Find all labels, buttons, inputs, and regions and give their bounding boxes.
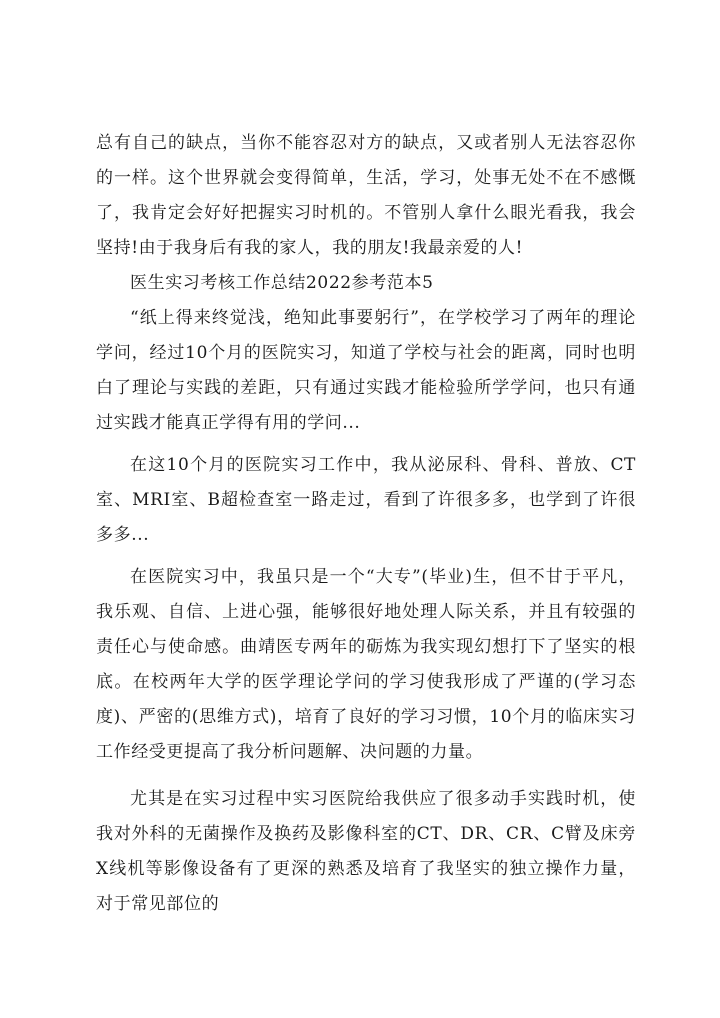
paragraph-practice: 尤其是在实习过程中实习医院给我供应了很多动手实践时机，使我对外科的无菌操作及换药及影像科室的CT、DR、CR、C臂及床旁X线机等影像设备有了更深的熟悉及培育了我坚实的独立操作力量，对于常见部位的 <box>96 789 636 914</box>
paragraph-continuation: 总有自己的缺点，当你不能容忍对方的缺点，又或者别人无法容忍你的一样。这个世界就会变得简单，生活，学习，处事无处不在不感慨了，我肯定会好好把握实习时机的。不管别人拿什么眼光看我，我会坚持!由于我身后有我的家人，我的朋友!我最亲爱的人! <box>96 133 636 258</box>
paragraph-departments: 在这10个月的医院实习工作中，我从泌尿科、骨科、普放、CT室、MRI室、B超检查室一路走过，看到了许很多多，也学到了许很多多... <box>96 455 636 545</box>
document-body <box>96 126 636 922</box>
paragraph-self-assessment: 在医院实习中，我虽只是一个“大专”(毕业)生，但不甘于平凡，我乐观、自信、上进心强，能够很好地处理人际关系，并且有较强的责任心与使命感。曲靖医专两年的砺炼为我实现幻想打下了坚实的根底。在校两年大学的医学理论学问的学习使我形成了严谨的(学习态度)、严密的(思维方式)，培育了良好的学习习惯，10个月的临床实习工作经受更提高了我分析问题解、决问题的力量。 <box>96 567 636 762</box>
section-title: 医生实习考核工作总结2022参考范本5 <box>130 273 434 293</box>
paragraph-quote: “纸上得来终觉浅，绝知此事要躬行”，在学校学习了两年的理论学问，经过10个月的医院实习，知道了学校与社会的距离，同时也明白了理论与实践的差距，只有通过实践才能检验所学学问，也只有通过实践才能真正学得有用的学问... <box>96 308 636 433</box>
